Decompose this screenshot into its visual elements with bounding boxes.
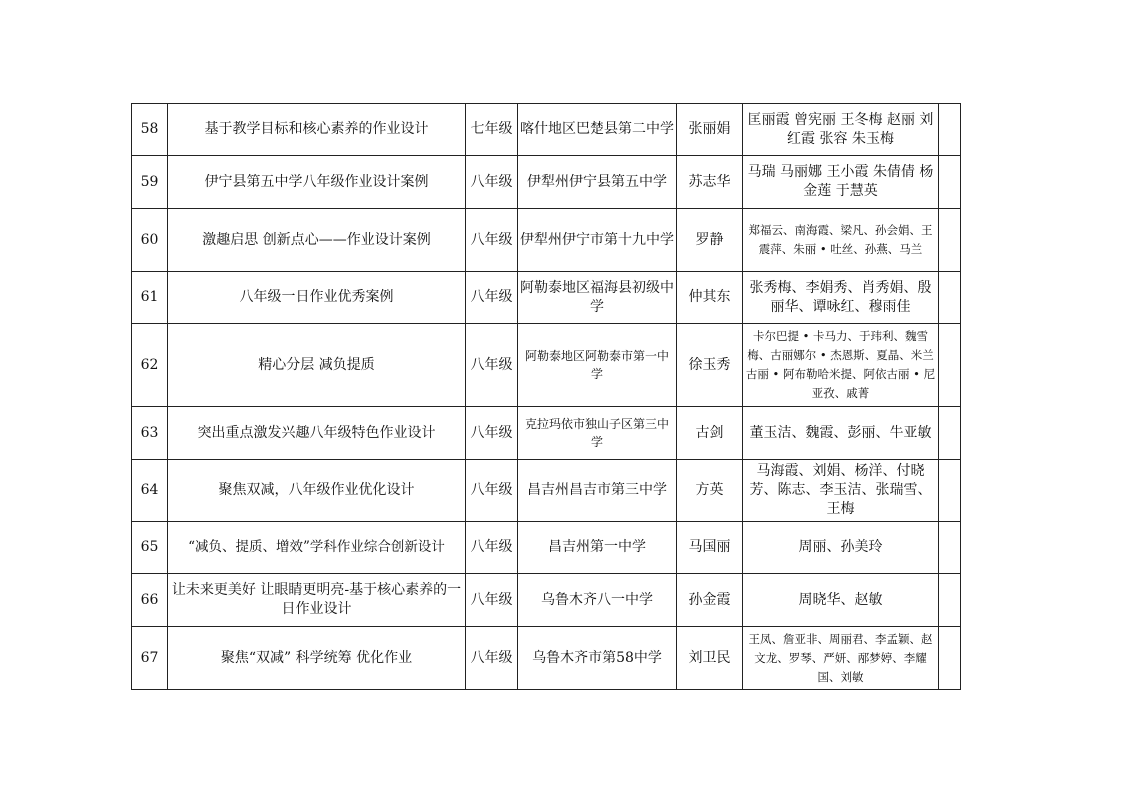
- row-number: 58: [132, 104, 168, 156]
- team-members: 张秀梅、李娟秀、肖秀娟、殷丽华、谭咏红、穆雨佳: [743, 272, 939, 324]
- author-name: 苏志华: [677, 156, 743, 209]
- work-title: 八年级一日作业优秀案例: [168, 272, 466, 324]
- school-name: 伊犁州伊宁县第五中学: [518, 156, 677, 209]
- empty-cell: [939, 407, 961, 460]
- table-row: [132, 272, 961, 324]
- work-title: 激趣启思 创新点心——作业设计案例: [168, 209, 466, 272]
- school-name: 伊犁州伊宁市第十九中学: [518, 209, 677, 272]
- team-members: 王凤、詹亚非、周丽君、李孟颖、赵文龙、罗琴、严妍、邴梦婷、李耀国、刘敏: [743, 627, 939, 690]
- author-name: 古剑: [677, 407, 743, 460]
- row-number: 59: [132, 156, 168, 209]
- school-name: 昌吉州第一中学: [518, 522, 677, 574]
- work-title: 伊宁县第五中学八年级作业设计案例: [168, 156, 466, 209]
- author-name: 马国丽: [677, 522, 743, 574]
- author-name: 仲其东: [677, 272, 743, 324]
- team-members: 周晓华、赵敏: [743, 574, 939, 627]
- empty-cell: [939, 460, 961, 522]
- empty-cell: [939, 156, 961, 209]
- work-title: 突出重点激发兴趣八年级特色作业设计: [168, 407, 466, 460]
- school-name: 乌鲁木齐市第58中学: [518, 627, 677, 690]
- team-members: 周丽、孙美玲: [743, 522, 939, 574]
- school-name: 克拉玛依市独山子区第三中学: [518, 407, 677, 460]
- school-name: 阿勒泰地区福海县初级中学: [518, 272, 677, 324]
- table-row: [132, 156, 961, 209]
- author-name: 张丽娟: [677, 104, 743, 156]
- table-row: [132, 574, 961, 627]
- grade-level: 八年级: [466, 627, 518, 690]
- author-name: 孙金霞: [677, 574, 743, 627]
- empty-cell: [939, 574, 961, 627]
- row-number: 67: [132, 627, 168, 690]
- school-name: 喀什地区巴楚县第二中学: [518, 104, 677, 156]
- table-row: [132, 407, 961, 460]
- school-name: 阿勒泰地区阿勒泰市第一中学: [518, 324, 677, 407]
- table-row: [132, 324, 961, 407]
- author-name: 罗静: [677, 209, 743, 272]
- team-members: 董玉洁、魏霞、彭丽、牛亚敏: [743, 407, 939, 460]
- grade-level: 八年级: [466, 522, 518, 574]
- table-row: [132, 627, 961, 690]
- row-number: 63: [132, 407, 168, 460]
- row-number: 64: [132, 460, 168, 522]
- team-members: 马海霞、刘娟、杨洋、付晓芳、陈志、李玉洁、张瑞雪、王梅: [743, 460, 939, 522]
- grade-level: 八年级: [466, 272, 518, 324]
- empty-cell: [939, 324, 961, 407]
- work-title: 聚焦双减，八年级作业优化设计: [168, 460, 466, 522]
- grade-level: 八年级: [466, 460, 518, 522]
- work-title: 精心分层 减负提质: [168, 324, 466, 407]
- row-number: 66: [132, 574, 168, 627]
- team-members: 马瑞 马丽娜 王小霞 朱倩倩 杨金莲 于慧英: [743, 156, 939, 209]
- table-row: [132, 460, 961, 522]
- work-title: 让未来更美好 让眼睛更明亮-基于核心素养的一日作业设计: [168, 574, 466, 627]
- work-title: 基于教学目标和核心素养的作业设计: [168, 104, 466, 156]
- row-number: 62: [132, 324, 168, 407]
- row-number: 60: [132, 209, 168, 272]
- school-name: 乌鲁木齐八一中学: [518, 574, 677, 627]
- table-row: [132, 522, 961, 574]
- grade-level: 八年级: [466, 407, 518, 460]
- author-name: 刘卫民: [677, 627, 743, 690]
- author-name: 方英: [677, 460, 743, 522]
- grade-level: 八年级: [466, 156, 518, 209]
- award-list-table: [131, 103, 961, 690]
- grade-level: 八年级: [466, 574, 518, 627]
- table-row: [132, 209, 961, 272]
- team-members: 匡丽霞 曾宪丽 王冬梅 赵丽 刘红霞 张容 朱玉梅: [743, 104, 939, 156]
- grade-level: 八年级: [466, 209, 518, 272]
- grade-level: 八年级: [466, 324, 518, 407]
- grade-level: 七年级: [466, 104, 518, 156]
- table-row: [132, 104, 961, 156]
- empty-cell: [939, 627, 961, 690]
- work-title: “减负、提质、增效”学科作业综合创新设计: [168, 522, 466, 574]
- team-members: 卡尔巴提 • 卡马力、于玮利、魏雪梅、古丽娜尔 • 杰恩斯、夏晶、米兰古丽 • 阿布勒哈米提、阿依古丽 • 尼亚孜、戚菁: [743, 324, 939, 407]
- row-number: 61: [132, 272, 168, 324]
- empty-cell: [939, 104, 961, 156]
- empty-cell: [939, 272, 961, 324]
- work-title: 聚焦“双减” 科学统筹 优化作业: [168, 627, 466, 690]
- school-name: 昌吉州昌吉市第三中学: [518, 460, 677, 522]
- empty-cell: [939, 209, 961, 272]
- empty-cell: [939, 522, 961, 574]
- author-name: 徐玉秀: [677, 324, 743, 407]
- row-number: 65: [132, 522, 168, 574]
- team-members: 郑福云、南海霞、梁凡、孙会娟、王震萍、朱丽 • 吐丝、孙燕、马兰: [743, 209, 939, 272]
